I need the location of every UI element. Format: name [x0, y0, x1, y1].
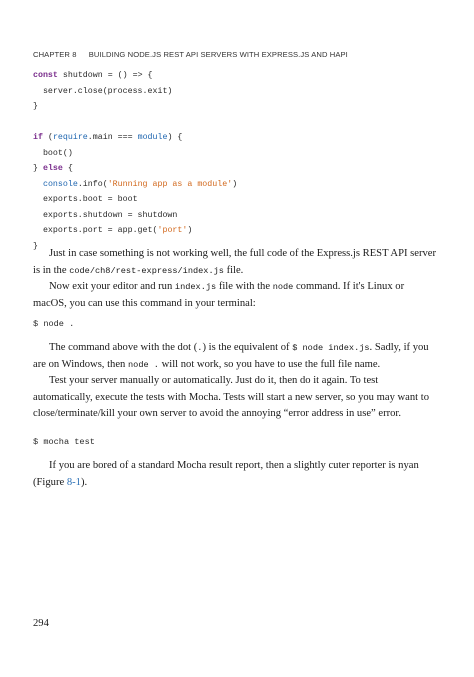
code-line-3: }	[33, 102, 38, 111]
code-line-5: if (require.main === module) {	[33, 133, 183, 142]
code-line-12: }	[33, 241, 38, 251]
code-line-8: console.info('Running app as a module')	[42, 179, 238, 189]
paragraph-1b: Now exit your editor and run index.js file with the node command. If it's Linux or macOS, you can use this command in your terminal:	[33, 281, 405, 309]
code-line-11: exports.port = app.get('port')	[33, 226, 193, 235]
paragraph-2	[33, 340, 440, 423]
running-header	[33, 50, 348, 59]
chapter-label: CHAPTER 8	[33, 50, 77, 59]
terminal-command-1: $ node .	[33, 319, 75, 329]
page-number: 294	[33, 618, 49, 629]
code-line-7: } else {	[33, 164, 73, 173]
code-block	[33, 68, 237, 254]
paragraph-1a: Just in case something is not working well, the full code of the Express.js REST API server is in the code/ch8/rest-express/index.js file.	[33, 248, 437, 276]
paragraph-2b: Test your server manually or automatically. Just do it, then do it again. To test automatically, execute the tests with Mocha. Tests will start a new server, so you may want to close/terminate/kill your own server to avoid the annoying “error address in use” error.	[33, 375, 429, 420]
chapter-title: BUILDING NODE.JS REST API SERVERS WITH EXPRESS.JS AND HAPI	[88, 50, 348, 59]
code-line-1: const shutdown = () => {	[33, 71, 153, 80]
code-line-2: server.close(process.exit)	[33, 86, 173, 96]
figure-link[interactable]: 8-1	[66, 476, 81, 488]
paragraph-1	[33, 246, 440, 312]
code-line-6: boot()	[33, 148, 73, 158]
code-line-10: exports.shutdown = shutdown	[33, 210, 178, 220]
code-line-9: exports.boot = boot	[33, 195, 138, 204]
paragraph-2a: The command above with the dot (.) is the equivalent of $ node index.js. Sadly, if you are on Windows, then node . will not work, so you have to use the full file name.	[33, 342, 429, 370]
paragraph-3: If you are bored of a standard Mocha result report, then a slightly cuter reporter is nyan (Figure 8-1).	[33, 460, 419, 488]
terminal-command-2: $ mocha test	[33, 437, 95, 447]
